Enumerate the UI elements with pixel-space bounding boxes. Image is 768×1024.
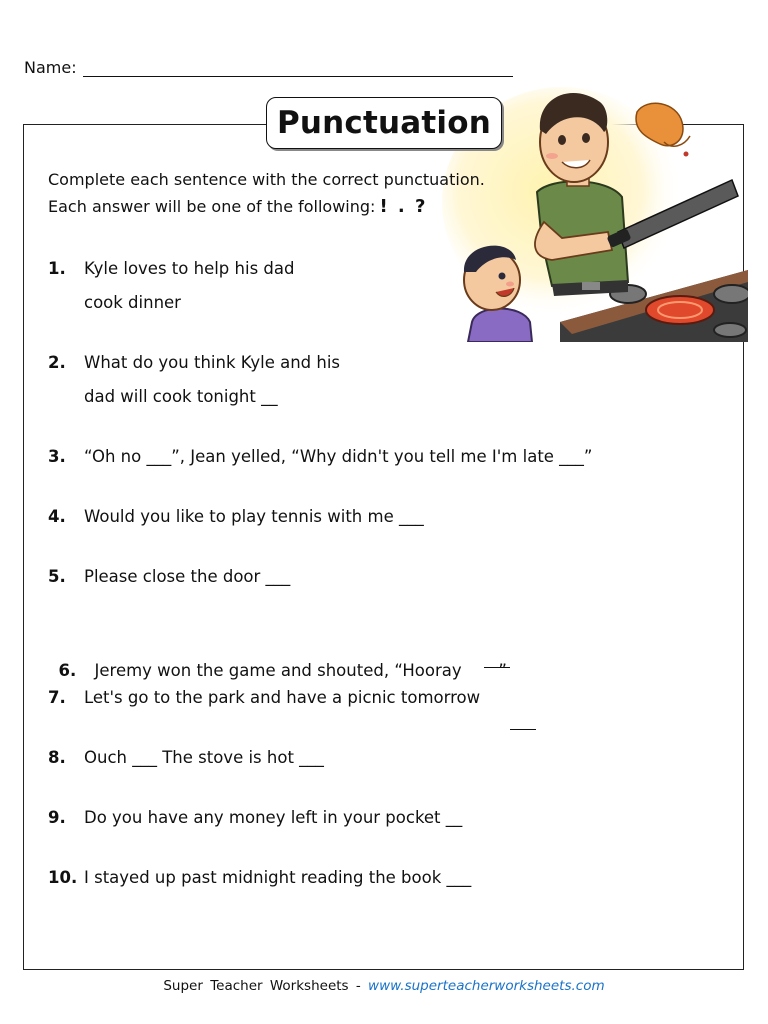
question-6 (48, 620, 507, 688)
footer-brand: Super Teacher Worksheets - (163, 978, 361, 994)
question-number: 10. (48, 868, 78, 887)
question-number: 4. (48, 507, 66, 526)
question-3 (48, 440, 592, 474)
question-2 (48, 346, 340, 414)
question-text (84, 252, 294, 320)
question-number: 1. (48, 259, 66, 278)
question-line: cook dinner (84, 293, 181, 312)
question-text: Jeremy won the game and shouted, “Hooray ” (94, 661, 507, 680)
question-4 (48, 500, 424, 534)
question-number: 3. (48, 447, 66, 466)
footer (0, 978, 768, 994)
punctuation-symbols: ! . ? (379, 196, 428, 217)
question-text: Please close the door ___ (84, 567, 291, 586)
question-8 (48, 741, 324, 775)
question-number: 8. (48, 748, 66, 767)
instructions-line-2 (48, 193, 485, 220)
question-text: Do you have any money left in your pocket __ (84, 808, 463, 827)
question-number: 5. (48, 567, 66, 586)
question-10 (48, 861, 471, 895)
question-text: “Oh no ___”, Jean yelled, “Why didn't you tell me I'm late ___” (84, 447, 593, 466)
question-number: 2. (48, 353, 66, 372)
question-1 (48, 252, 294, 320)
question-text: Let's go to the park and have a picnic tomorrow (84, 688, 481, 707)
question-line: Kyle loves to help his dad (84, 259, 295, 278)
instructions-line-1: Complete each sentence with the correct punctuation. (48, 170, 485, 189)
footer-url-link[interactable]: www.superteacherworksheets.com (368, 978, 605, 994)
instructions-line-2-text: Each answer will be one of the following: (48, 197, 376, 216)
question-number: 9. (48, 808, 66, 827)
question-line: What do you think Kyle and his (84, 353, 341, 372)
question-text: I stayed up past midnight reading the book ___ (84, 868, 472, 887)
question-line: dad will cook tonight __ (84, 387, 278, 406)
question-7 (48, 681, 480, 715)
question-number: 6. (58, 661, 77, 680)
name-label: Name: (24, 58, 77, 77)
instructions (48, 166, 485, 220)
question-5 (48, 560, 290, 594)
question-9 (48, 801, 462, 835)
question-text (84, 346, 340, 414)
question-text: Ouch ___ The stove is hot ___ (84, 748, 324, 767)
question-text: Would you like to play tennis with me ___ (84, 507, 424, 526)
page-title: Punctuation (266, 97, 502, 149)
question-number: 7. (48, 688, 66, 707)
answer-blank[interactable] (510, 728, 536, 730)
